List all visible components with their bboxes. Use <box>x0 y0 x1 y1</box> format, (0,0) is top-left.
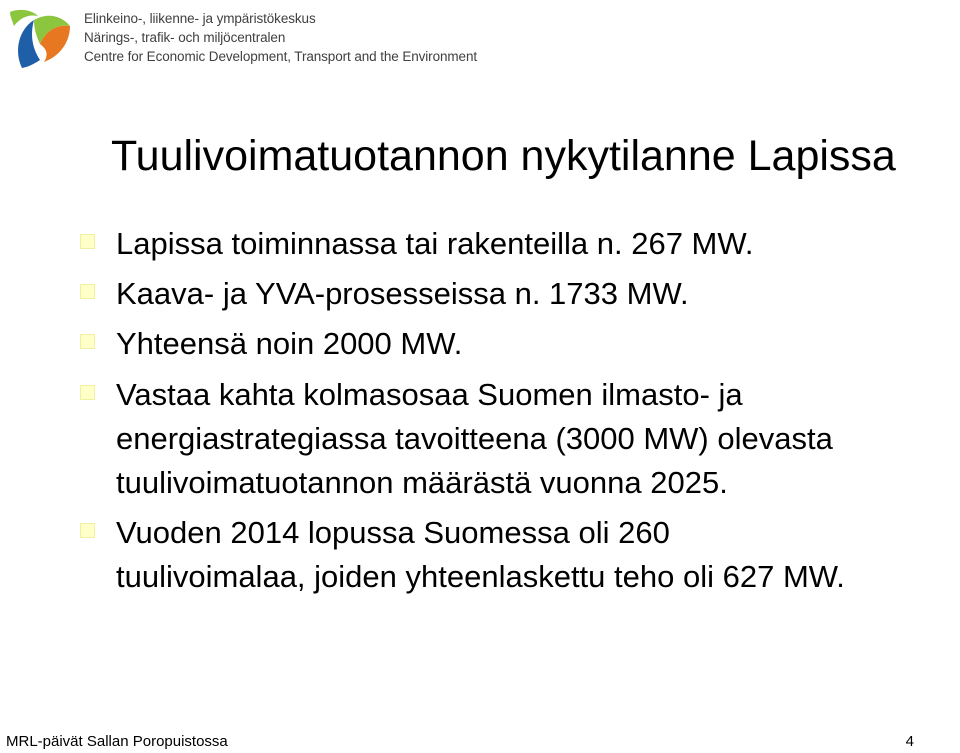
bullet-line: tuulivoimatuotannon määrästä vuonna 2025. <box>116 465 728 500</box>
bullet-item <box>80 511 958 599</box>
bullet-list <box>80 222 958 599</box>
square-bullet-icon <box>80 234 95 249</box>
square-bullet-icon <box>80 334 95 349</box>
org-name-finnish: Elinkeino-, liikenne- ja ympäristökeskus <box>84 11 316 26</box>
bullet-item <box>80 322 958 366</box>
bullet-line: Lapissa toiminnassa tai rakenteilla n. 267 MW. <box>116 226 754 261</box>
bullet-line: Vuoden 2014 lopussa Suomessa oli 260 <box>116 515 670 550</box>
bullet-line: Yhteensä noin 2000 MW. <box>116 326 463 361</box>
bullet-line: Kaava- ja YVA-prosesseissa n. 1733 MW. <box>116 276 689 311</box>
header <box>4 4 524 74</box>
square-bullet-icon <box>80 385 95 400</box>
bullet-item <box>80 272 958 316</box>
square-bullet-icon <box>80 284 95 299</box>
ely-centre-logo-icon <box>4 4 76 72</box>
footer-event-name: MRL-päivät Sallan Poropuistossa <box>6 733 228 750</box>
slide-title: Tuulivoimatuotannon nykytilanne Lapissa <box>111 132 896 180</box>
bullet-item <box>80 222 958 266</box>
page-number: 4 <box>905 733 914 750</box>
bullet-line: energiastrategiassa tavoitteena (3000 MW) olevasta <box>116 421 833 456</box>
bullet-line: tuulivoimalaa, joiden yhteenlaskettu teho oli 627 MW. <box>116 559 845 594</box>
bullet-line: Vastaa kahta kolmasosaa Suomen ilmasto- ja <box>116 377 743 412</box>
square-bullet-icon <box>80 523 95 538</box>
org-name-english: Centre for Economic Development, Transport and the Environment <box>84 49 477 64</box>
bullet-item <box>80 373 958 505</box>
org-name-swedish: Närings-, trafik- och miljöcentralen <box>84 30 286 45</box>
organization-name <box>84 9 477 66</box>
